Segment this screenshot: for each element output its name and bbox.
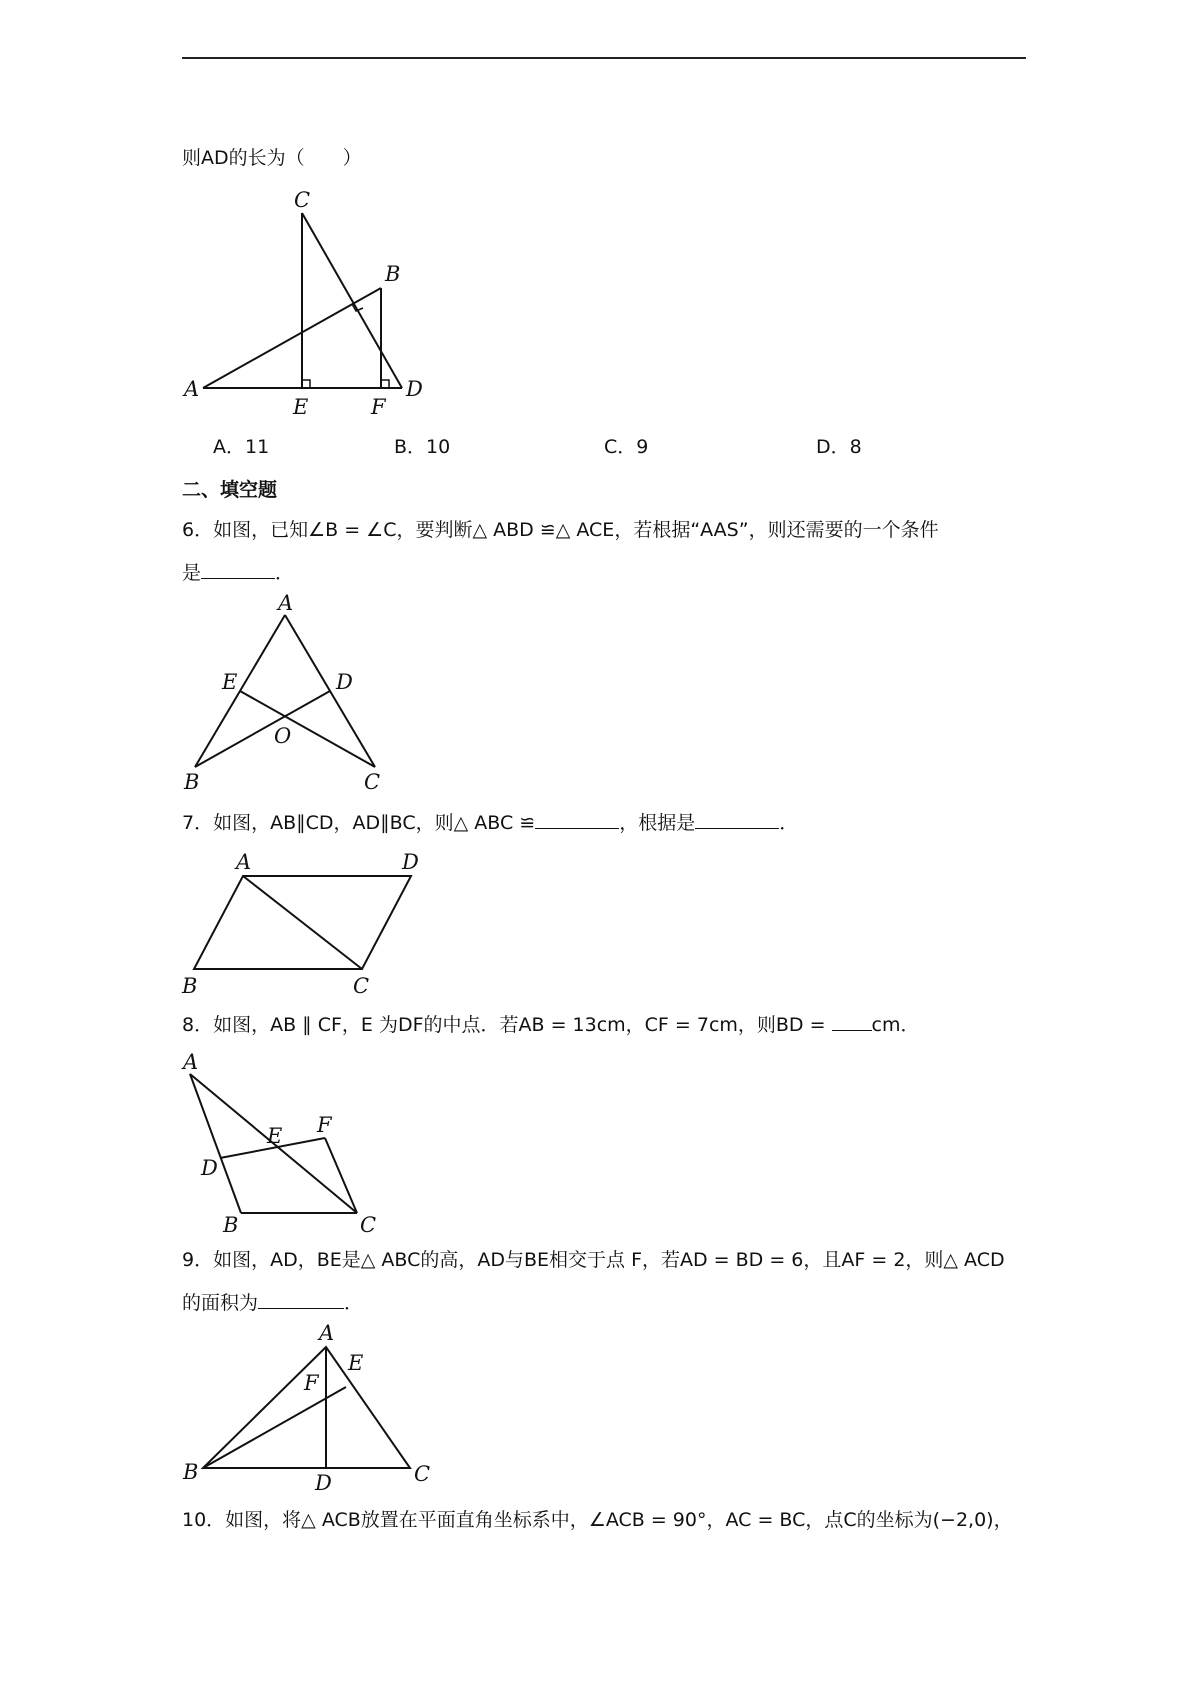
q9-altitude-BE [203,1387,346,1468]
q8-label-F: F [317,1113,332,1137]
q9-line2-post: ． [344,1292,364,1314]
q7-answer-blank-1[interactable] [535,810,619,829]
q8-line [182,1012,920,1037]
header-rule [182,57,1026,59]
q6-line2 [182,560,294,585]
q5-label-D: D [406,377,423,401]
q10-line1: 10．如图，将△ ACB放置在平面直角坐标系中，∠ACB = 90°，AC = BC，点C的坐标为(−2,0)， [182,1509,1013,1531]
q7-part3: ． [779,812,799,834]
q6-label-C: C [364,770,381,794]
q7-line [182,810,798,835]
section-title: 二、填空题 [182,479,278,501]
q7-part2: ，根据是 [619,812,696,834]
q9-label-E: E [348,1351,364,1375]
q9-line2 [182,1290,363,1315]
q6-line2-post: ． [275,562,295,584]
q8-label-A: A [183,1050,199,1074]
q6-segment-CE [240,691,375,767]
q8-part2: cm． [871,1014,920,1036]
q9-line1: 9．如图，AD，BE是△ ABC的高，AD与BE相交于点 F，若AD = BD = 6，且AF = 2，则△ ACD [182,1249,1005,1271]
q7-figure [180,845,440,1000]
q6-label-A: A [278,591,294,615]
q8-label-E: E [267,1124,283,1148]
q7-answer-blank-2[interactable] [695,810,779,829]
q5-label-F: F [371,395,386,419]
q6-label-O: O [274,724,292,748]
q5-label-E: E [293,395,309,419]
q9-label-F: F [304,1371,319,1395]
q5-right-angle-F [381,380,389,388]
q5-option-c[interactable]: C．9 [604,436,649,458]
q9-label-A: A [319,1321,335,1345]
q5-right-angle-E [302,380,310,388]
q8-figure [180,1050,400,1235]
q9-label-C: C [414,1462,431,1486]
q5-label-B: B [385,262,401,286]
q6-label-E: E [222,670,238,694]
q7-label-A: A [236,850,252,874]
q6-answer-blank[interactable] [201,560,275,579]
q8-label-C: C [360,1213,377,1237]
q5-segment-AB [203,288,381,388]
q8-segment-FC [325,1138,357,1213]
q8-answer-blank[interactable] [832,1012,872,1031]
q6-figure [180,591,400,800]
q5-segment-CD [302,213,402,388]
q5-figure [180,185,440,419]
q8-label-B: B [223,1213,239,1237]
q6-line2-pre: 是 [182,562,202,584]
q9-answer-blank[interactable] [258,1290,344,1309]
q5-label-A: A [184,377,200,401]
q5-label-C: C [294,188,311,212]
q9-figure [180,1321,440,1495]
q6-label-B: B [184,770,200,794]
q7-label-D: D [402,850,419,874]
q5-option-b[interactable]: B．10 [394,436,451,458]
q6-label-D: D [336,670,353,694]
q9-label-D: D [315,1471,332,1495]
q7-label-C: C [353,974,370,998]
q7-label-B: B [182,974,198,998]
q5-option-a[interactable]: A．11 [213,436,270,458]
q7-part1: 7．如图，AB∥CD，AD∥BC，则△ ABC ≌ [182,812,536,834]
q9-label-B: B [183,1460,199,1484]
q6-segment-BD [195,691,330,767]
q8-label-D: D [201,1156,218,1180]
q9-line2-pre: 的面积为 [182,1292,259,1314]
q6-line1: 6．如图，已知∠B = ∠C，要判断△ ABD ≌△ ACE，若根据“AAS”，则还需要的一个条件 [182,519,939,541]
q7-diagonal-AC [243,876,362,969]
q8-part1: 8．如图，AB ∥ CF，E 为DF的中点．若AB = 13cm，CF = 7cm，则BD = [182,1014,826,1036]
q5-option-d[interactable]: D．8 [816,436,862,458]
q5-stem-tail: 则AD的长为（ ） [182,147,362,169]
